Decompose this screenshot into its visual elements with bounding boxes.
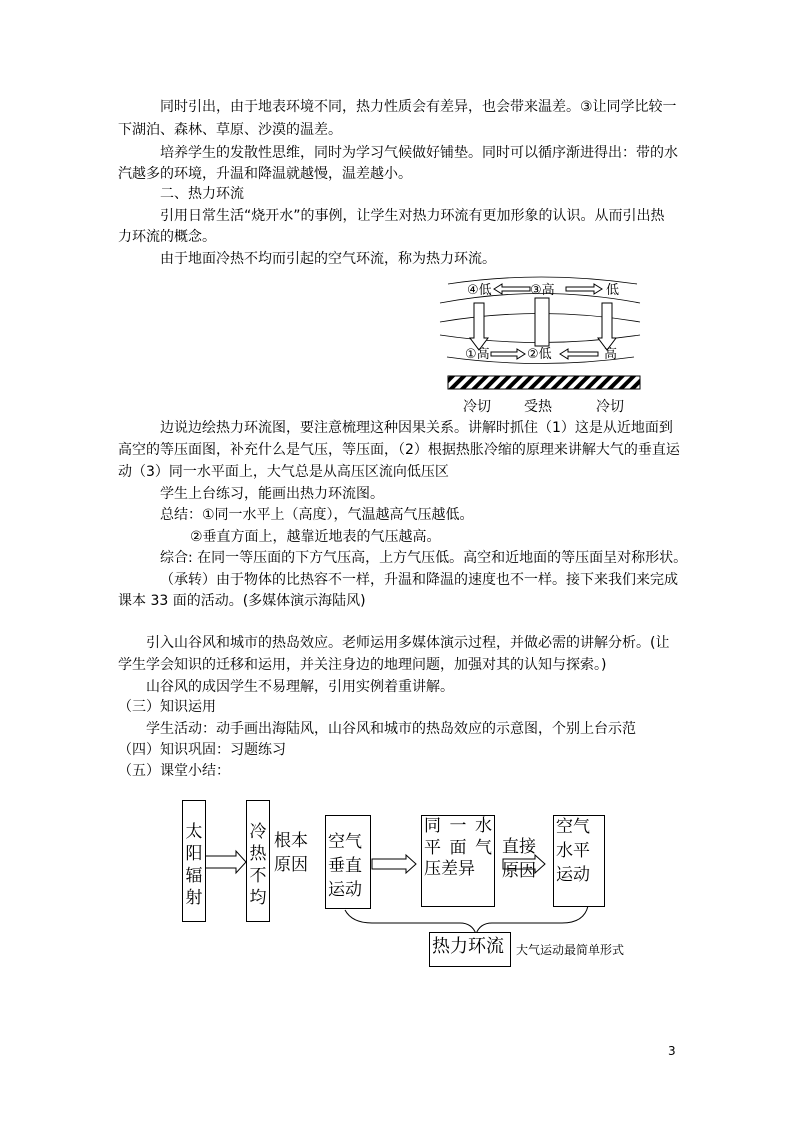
section-heading: （四）知识巩固：习题练习: [118, 742, 286, 758]
paragraph-line: 引入山谷风和城市的热岛效应。老师运用多媒体演示过程，并做必需的讲解分析。(让: [146, 635, 670, 651]
flow-box-text: 同 一 水: [424, 816, 492, 836]
result-box-text: 热力环流: [432, 936, 504, 957]
paragraph-line: 培养学生的发散性思维，同时为学习气候做好铺垫。同时可以循序渐进得出：带的水: [160, 145, 678, 161]
pressure-label: ③高: [530, 283, 555, 298]
pressure-label: 低: [606, 283, 620, 298]
ground-label: 受热: [524, 399, 552, 415]
flow-box-text: 冷 热 不 均: [249, 822, 267, 908]
section-heading: （五）课堂小结：: [118, 763, 230, 779]
paragraph-line: 力环流的概念。: [118, 229, 216, 245]
section-heading: 二、热力环流: [160, 186, 244, 202]
paragraph-line: 学生学会知识的迁移和运用，并关注身边的地理问题，加强对其的认知与探索。): [118, 657, 607, 673]
paragraph-line: 引用日常生活“烧开水”的事例，让学生对热力环流有更加形象的认识。从而引出热: [160, 208, 665, 224]
paragraph-line: 课本 33 面的活动。(多媒体演示海陆风): [118, 593, 366, 609]
pressure-label: 高: [604, 347, 618, 362]
result-note: 大气运动最简单形式: [516, 943, 625, 957]
paragraph-line: 综合: 在同一等压面的下方气压高，上方气压低。高空和近地面的等压面呈对称形状。: [160, 550, 688, 566]
pressure-label: ②低: [527, 347, 552, 362]
paragraph-line: 山谷风的成因学生不易理解，引用实例着重讲解。: [146, 679, 454, 695]
summary-line: 总结：①同一水平上（高度），气温越高气压越低。: [160, 507, 474, 523]
paragraph-line: 学生上台练习，能画出热力环流图。: [160, 486, 384, 502]
paragraph-line: 同时引出，由于地表环境不同，热力性质会有差异，也会带来温差。③让同学比较一: [160, 99, 677, 115]
summary-line: ②垂直方面上，越靠近地表的气压越高。: [190, 529, 441, 545]
flow-box-text: 空气 垂直 运动: [328, 832, 362, 900]
pressure-label: ①高: [465, 347, 490, 362]
ground-label: 冷切: [596, 399, 624, 415]
paragraph-line: （承转）由于物体的比热容不一样，升温和降温的速度也不一样。接下来我们来完成: [160, 572, 678, 588]
flow-box-text: 空气 水平 运动: [556, 817, 590, 885]
paragraph-line: 由于地面冷热不均而引起的空气环流，称为热力环流。: [160, 251, 496, 267]
flow-box-text: 太 阳 辐 射: [185, 822, 203, 908]
paragraph-line: 动（3）同一水平面上，大气总是从高压区流向低压区: [118, 464, 449, 480]
paragraph-line: 学生活动：动手画出海陆风，山谷风和城市的热岛效应的示意图，个别上台示范: [146, 721, 636, 737]
paragraph-line: 高空的等压面图，补充什么是气压，等压面，（2）根据热胀冷缩的原理来讲解大气的垂直运: [118, 442, 680, 458]
cause-label: 根本 原因: [274, 831, 308, 875]
flow-box-text: 压差异: [424, 859, 475, 879]
paragraph-line: 下湖泊、森林、草原、沙漠的温差。: [118, 122, 342, 138]
ground-label: 冷切: [463, 399, 491, 415]
paragraph-line: 边说边绘热力环流图，要注意梳理这种因果关系。讲解时抓住（1）这是从近地面到: [160, 420, 673, 436]
page-number: 3: [668, 1044, 676, 1058]
section-heading: （三）知识运用: [118, 699, 216, 715]
pressure-label: ④低: [467, 283, 492, 298]
paragraph-line: 汽越多的环境，升温和降温就越慢，温差越小。: [118, 166, 412, 182]
cause-label: 直接 原因: [502, 837, 536, 881]
flow-box-text: 平 面 气: [424, 838, 492, 858]
